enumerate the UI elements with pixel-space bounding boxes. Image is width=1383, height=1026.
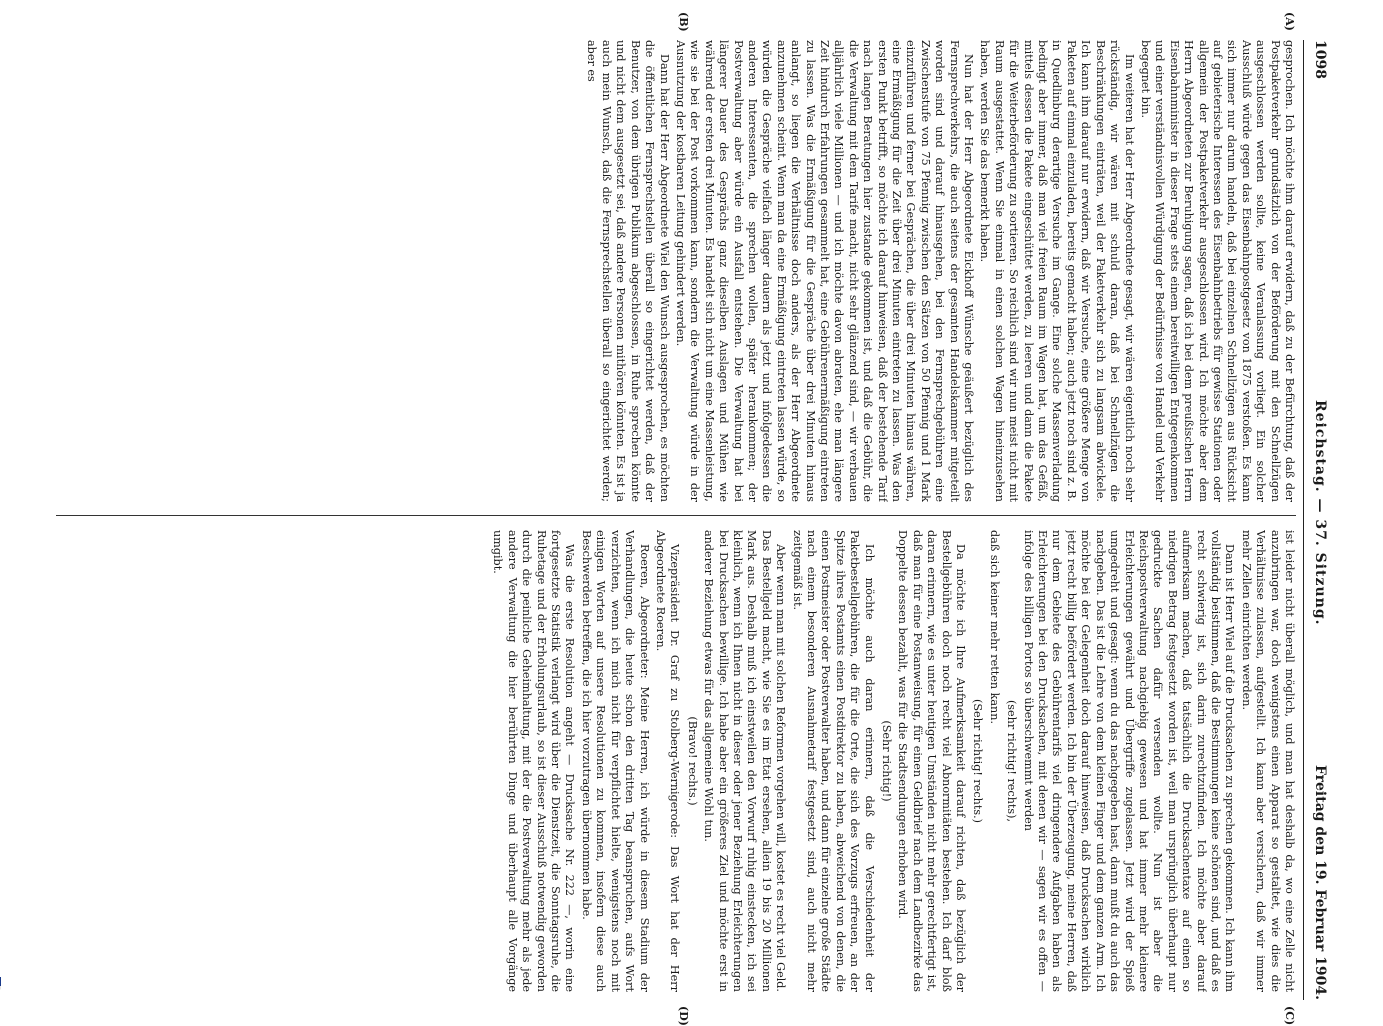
paragraph: Da möchte ich Ihre Aufmerksamkeit darauf richten, daß bezüglich der Bestellgebühren doch noch recht viel Abnormitäten bestehen. Ich darf bloß daran erinnern, wie es unter heutigen Umständen nicht mehr gerechtfertigt ist, daß man für eine Postanweisung, für einen Geldbrief nach dem Landbezirke das Doppelte dessen bezahlt, was für die Stadtsendungen erhoben wird. bbox=[896, 530, 968, 992]
paragraph: Ich möchte auch daran erinnern, daß die Verschiedenheit der Paketbestellgebühren, die für die Orte, die sich des Vorzugs erfreuen, an der Spitze ihres Postamts einen Postdirektor zu haben, abweichend von denen, die einen Postmeister oder Postverwalter haben, und dann für einzelne große Städte nach einem besonderen Ausnahmetarif festgesetzt sind, auch nicht mehr zeitgemäß ist. bbox=[790, 530, 876, 992]
paragraph: Aber wenn man mit solchen Reformen vorgehen will, kostet es recht viel Geld. Das Bestellgeld macht, wie Sie es im Etat ersehen, allein 19 bis 20 Millionen Mark aus. Deshalb muß ich einstweilen den Vorwurf ruhig einstecken, ich sei kleinlich, wenn ich Ihnen nicht in dieser oder jener Beziehung Erleichterungen bei Drucksachen bewillige. Ich habe aber ein größeres Ziel und möchte erst in anderer Beziehung etwas für das allgemeine Wohl tun. bbox=[702, 530, 788, 992]
speaker-paragraph: Vizepräsident Dr. Graf zu Stolberg-Wernigerode: Das Wort hat der Herr Abgeordnete Roeren. bbox=[653, 530, 682, 992]
interjection: (Sehr richtig! rechts.) bbox=[971, 698, 985, 824]
left-column bbox=[56, 40, 1296, 502]
paragraph: Dann hat der Herr Abgeordnete Wiel den Wunsch ausgesprochen, es möchten die öffentlichen Fernsprechstellen überall so eingerichtet werden, daß der Benutzer, von dem übrigen Publikum abgeschlossen, in Ruhe sprechen könnte und nicht dem ausgesetzt sei, daß andere Personen mithören könnten. Es ist ja auch mein Wunsch, daß die Fernsprechstellen überall so eingerichtet werden; aber es bbox=[585, 40, 671, 502]
paragraph: Was die erste Resolution angeht — Drucksache Nr. 222 —, worin eine fortgesetzte Statistik verlangt wird über die Dienstzeit, die Sonntagsruhe, die Ruhetage und der Erholungsurlaub, so ist dieser Ausschuß notwendig geworden durch die peinliche Geheimhaltung, mit der die Postverwaltung mehr als jede andere Verwaltung die hier berührten Dinge und überhaupt alle Vorgänge umgibt. bbox=[491, 530, 577, 992]
paragraph: Nun hat der Herr Abgeordnete Eickhoff Wünsche geäußert bezüglich des Fernsprechverkehrs, die auch seitens der gesamten Handelskammer mitgeteilt worden sind und darauf hinausgehen, bei den Fernsprechgebühren eine Zwischenstufe von 75 Pfennig zwischen den Sätzen von 50 Pfennig und 1 Mark einzuführen und ferner bei Gesprächen, die über drei Minuten hinaus währen, eine Ermäßigung für die Zeit über drei Minuten eintreten zu lassen. Was den ersten Punkt betrifft, so möchte ich darauf hinweisen, daß der bestehende Tarif nach langen Beratungen hier zustande gekommen ist, und daß die Gebühr, die die Verwaltung mit dem Tarife macht, nicht sehr glänzend sind, — wir verbauen alljährlich viele Millionen — und ich möchte davon abraten, ehe man längere Zeit hindurch Erfahrungen gesammelt hat, eine Gebührenermäßigung eintreten zu lassen. Was die Ermäßigung für die Gespräche über drei Minuten hinaus anlangt, so liegen die Verhältnisse doch anders, als der Herr Abgeordnete anzunehmen scheint. Wenn man da eine Ermäßigung eintreten lassen würde, so würden die Gespräche vielfach länger dauern als jetzt und infolgedessen die anderen Interessenten, die sprechen wollen, später herankommen; der Postverwaltung aber würde ein Ausfall entstehen. Die Verwaltung hat bei längerer Dauer des Gesprächs ganz dieselben Auslagen und Mühen wie während der ersten drei Minuten. Es handelt sich nicht um eine Massenleistung, wie sie bei der Post vorkommen kann, sondern die Verwaltung würde in der Ausnutzung der kostbaren Leitung gehindert werden. bbox=[673, 40, 976, 502]
paragraph: ist leider nicht überall möglich, und man hat deshalb da, wo eine Zelle nicht anzubringen war, doch wenigstens einen Apparat so gestaltet, wie dies die Verhältnisse zulassen, aufgestellt. Ich kann aber versichern, daß wir immer mehr Zellen einrichten werden. bbox=[1239, 530, 1296, 992]
page-number: 1098 bbox=[1312, 40, 1328, 79]
margin-marker-a: (A) bbox=[1283, 12, 1296, 31]
margin-marker-c: (C) bbox=[1283, 1006, 1296, 1026]
page-title: Reichstag. — 37. Sitzung. bbox=[1312, 400, 1328, 626]
interjection: (sehr richtig! rechts), bbox=[1005, 699, 1019, 823]
paragraph: gesprochen. Ich möchte ihm darauf erwidern, daß zu der Befürchtung, daß der Postpaketverkehr grundsätzlich von der Beförderung mit den Schnellzügen ausgeschlossen werden sollte, keine Veranlassung vorliegt. Ein solcher Ausschluß würde gegen das Eisenbahnpostgesetz von 1875 verstoßen. Es kann sich immer nur darum handeln, daß bei einzelnen Schnellzügen aus Rücksicht auf gebieterische Interessen des Eisenbahnbetriebs für gewisse Stationen oder allgemein der Postpaketverkehr ausgeschlossen wird. Ich möchte aber dem Herrn Abgeordneten zur Beruhigung sagen, daß ich bei dem preußischen Herrn Eisenbahnminister in dieser Frage stets einem bereitwilligen Entgegenkommen und einer verständnisvollen Würdigung der Bedürfnisse von Handel und Verkehr begegnet bin. bbox=[1138, 40, 1296, 502]
paragraph: Dann ist Herr Wiel auf die Drucksachen zu sprechen gekommen. Ich kann ihm vollständig beistimmen, daß die Bestimmungen keine schönen sind, und daß es recht schwierig ist, sich darin zurechtzufinden. Ich möchte aber darauf aufmerksam machen, daß tatsächlich die Drucksachentaxe auf einen so niedrigen Betrag festgesetzt worden ist, weil man ursprünglich überhaupt nur gedruckte Sachen dafür versenden wollte. Nun ist aber die Reichspostverwaltung nachgiebig gewesen und hat immer mehr kleinere Erleichterungen gewährt und Übergriffe zugelassen. Jetzt wird der Spieß umgedreht und gesagt: wenn du das nachgegeben hast, dann mußt du auch das nachgeben. Das ist die Lehre von dem kleinen Finger und dem ganzen Arm. Ich möchte bei der Gelegenheit doch darauf hinweisen, daß Drucksachen wirklich jetzt recht billig befördert werden. Ich bin der Überzeugung, meine Herren, daß nur dem Gebiete des Gebührentarifs viel dringendere Aufgaben haben als Erleichterungen bei den Drucksachen, mit denen wir — sagen wir es offen — infolge des billigen Portos so überschwemmt werden bbox=[1021, 530, 1237, 992]
header-rule bbox=[1303, 40, 1304, 1000]
interjection: (Bravo! rechts.) bbox=[685, 716, 699, 806]
page-header bbox=[1306, 40, 1328, 1000]
column-separator bbox=[56, 515, 1296, 516]
paragraph: daß sich keiner mehr retten kann. bbox=[987, 530, 1001, 725]
margin-marker-b: (B) bbox=[677, 12, 690, 32]
session-date: Freitag den 19. Februar 1904. bbox=[1312, 764, 1328, 1000]
dfg-logo bbox=[0, 977, 1, 986]
margin-marker-d: (D) bbox=[677, 1006, 690, 1026]
rotated-newspaper-page bbox=[40, 12, 1330, 1026]
right-column bbox=[56, 530, 1296, 992]
interjection: (Sehr richtig!) bbox=[880, 720, 894, 802]
speaker-paragraph: Roeren, Abgeordneter: Meine Herren, ich würde in diesem Stadium der Verhandlungen, die heute schon den dritten Tag beanspruchen, aufs Wort verzichten, wenn ich mich nicht für verpflichtet hielte, wenigstens noch mit einigen Worten auf unsere Resolutionen zu kommen, insofern diese auch Beschwerden betreffen, die ich hier vorzutragen übernommen habe. bbox=[579, 530, 651, 992]
paragraph: Im weiteren hat der Herr Abgeordnete gesagt, wir wären eigentlich noch sehr rückständig, wir wären mit schuld daran, daß bei Schnellzügen die Beschränkungen einträten, weil der Paketverkehr sich zu langsam abwickele. Ich kann ihm darauf nur erwidern, daß wir Versuche, eine größere Menge von Paketen auf einmal einzuladen, bereits gemacht haben; auch jetzt noch sind z. B. in Quedlinburg derartige Versuche im Gange. Eine solche Massenverladung bedingt aber immer, daß man viel freien Raum im Wagen hat, um das Gefäß, mittels dessen die Pakete eingeschüttet werden, zu leeren und dann die Pakete für die Weiterbeförderung zu sortieren. So reichlich sind wir nun meist nicht mit Raum ausgestattet. Wenn Sie einmal in einen solchen Wagen hineinzusehen haben, werden Sie das bemerkt haben. bbox=[978, 40, 1136, 502]
